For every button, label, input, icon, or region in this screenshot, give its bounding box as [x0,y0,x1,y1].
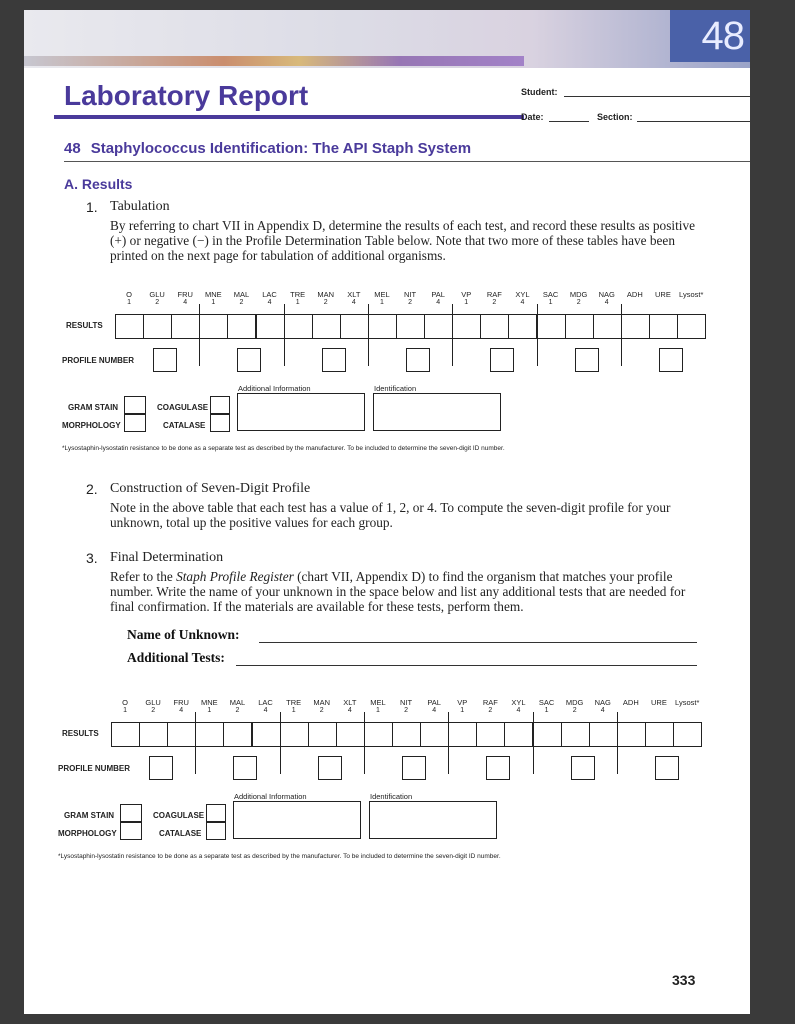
experiment-number: 48 [64,140,81,157]
test-name: GLU [149,290,165,299]
test-value: 4 [179,707,184,714]
result-cell[interactable] [256,314,285,339]
test-name: XLT [347,290,361,299]
test-value: 4 [520,299,525,306]
test-header-19 [651,290,675,299]
test-value: 4 [183,299,188,306]
test-name: TRE [290,290,306,299]
result-cell[interactable] [589,722,618,747]
step1-title: Tabulation [110,199,170,214]
test-name: NIT [404,290,417,299]
group-divider [368,304,369,366]
result-cell[interactable] [312,314,341,339]
result-cell[interactable] [199,314,228,339]
banner-stripe [24,56,524,66]
group-divider [533,712,534,774]
result-cell[interactable] [308,722,337,747]
test-name: FRU [173,698,189,707]
step3-number: 3. [86,550,98,566]
profile-table-1 [24,290,750,450]
test-name: URE [655,290,671,299]
group-divider [452,304,453,366]
result-cell[interactable] [368,314,397,339]
test-header-4 [225,698,249,714]
test-name: MAN [317,290,335,299]
student-label: Student: [521,87,558,97]
result-cell[interactable] [195,722,224,747]
name-of-unknown-label: Name of Unknown: [127,627,240,642]
test-header-10 [398,290,422,306]
profile-digit-box[interactable] [571,756,595,780]
result-cell[interactable] [533,722,562,747]
profile-digit-box[interactable] [402,756,426,780]
test-value: 1 [211,299,216,306]
test-value: 1 [127,299,131,306]
profile-digit-box[interactable] [318,756,342,780]
test-name: XYL [511,698,526,707]
test-name: MEL [374,290,390,299]
test-name: SAC [542,290,559,299]
test-header-14 [510,290,534,306]
test-name: TRE [286,698,302,707]
experiment-heading [64,140,471,157]
result-cell[interactable] [621,314,650,339]
test-header-11 [422,698,446,714]
date-label: Date: [521,112,544,122]
section-label: Section: [597,112,633,122]
profile-digit-box[interactable] [406,348,430,372]
test-name: RAF [482,698,498,707]
gram-stain-label: GRAM STAIN [68,403,119,412]
catalase-label: CATALASE [163,421,206,430]
result-cell[interactable] [593,314,622,339]
result-cell[interactable] [139,722,168,747]
test-value: 1 [123,707,127,714]
test-header-7 [310,698,334,714]
test-value: 4 [436,299,441,306]
result-cell[interactable] [167,722,196,747]
test-name: XLT [343,698,357,707]
test-value: 4 [351,299,356,306]
profile-digit-box[interactable] [486,756,510,780]
test-value: 4 [347,707,352,714]
identification-box[interactable] [369,801,497,839]
test-header-9 [366,698,390,714]
test-value: 1 [544,707,549,714]
test-value: 1 [207,707,212,714]
result-cell[interactable] [336,722,365,747]
step3-body-italic: Staph Profile Register [176,569,294,584]
results-label: RESULTS [66,321,103,330]
test-value: 2 [404,707,408,714]
test-name: URE [651,698,667,707]
catalase-label: CATALASE [159,829,202,838]
result-cell[interactable] [280,722,309,747]
test-value: 4 [263,707,268,714]
test-name: ADH [622,698,639,707]
test-value: 2 [319,707,324,714]
group-divider [537,304,538,366]
test-value: 2 [323,299,328,306]
additional-tests-label: Additional Tests: [127,650,225,665]
test-header-16 [567,290,591,306]
test-name: MAL [233,290,250,299]
group-divider [448,712,449,774]
test-name: RAF [486,290,502,299]
additional-info-label: Additional Information [238,384,311,393]
result-cell[interactable] [504,722,533,747]
catalase-box[interactable] [206,822,226,840]
report-page [24,10,750,1014]
page-title: Laboratory Report [64,80,309,111]
test-value: 1 [291,707,296,714]
test-value: 2 [576,299,581,306]
step2-title: Construction of Seven-Digit Profile [110,481,311,496]
profile-digit-box[interactable] [575,348,599,372]
test-header-2 [169,698,193,714]
test-header-8 [338,698,362,714]
morphology-box[interactable] [120,822,142,840]
date-field[interactable] [549,121,589,122]
results-label: RESULTS [62,729,99,738]
test-value: 1 [375,707,380,714]
title-rule [54,115,524,119]
morphology-box[interactable] [124,414,146,432]
test-value: 1 [295,299,300,306]
gram-stain-label: GRAM STAIN [64,811,115,820]
test-header-20 [675,698,699,707]
profile-digit-box[interactable] [655,756,679,780]
test-name: VP [461,290,472,299]
test-header-3 [201,290,225,306]
test-value: 2 [235,707,240,714]
test-value: 2 [572,707,577,714]
additional-info-box[interactable] [233,801,361,839]
group-divider [621,304,622,366]
test-name: O [122,698,128,707]
test-value: 2 [492,299,497,306]
test-name: FRU [177,290,193,299]
result-cell[interactable] [452,314,481,339]
profile-digit-box[interactable] [322,348,346,372]
chapter-tab [670,10,750,62]
test-name: NIT [400,698,413,707]
test-name: NAG [598,290,615,299]
profile-number-label: PROFILE NUMBER [58,764,130,773]
identification-label: Identification [370,792,413,801]
test-header-13 [482,290,506,306]
profile-digit-box[interactable] [233,756,257,780]
test-value: 1 [379,299,384,306]
test-value: 4 [267,299,272,306]
test-header-10 [394,698,418,714]
result-cell[interactable] [673,722,702,747]
result-cell[interactable] [508,314,537,339]
test-name: LAC [258,698,273,707]
result-cell[interactable] [227,314,256,339]
result-cell[interactable] [420,722,449,747]
result-cell[interactable] [223,722,252,747]
result-cell[interactable] [448,722,477,747]
test-header-17 [591,698,615,714]
result-cell[interactable] [111,722,140,747]
experiment-title: Staphylococcus Identification: The API Staph System [90,140,472,157]
test-header-8 [342,290,366,306]
group-divider [195,712,196,774]
result-cell[interactable] [645,722,674,747]
test-header-18 [623,290,647,299]
profile-digit-box[interactable] [659,348,683,372]
group-divider [284,304,285,366]
coagulase-box[interactable] [206,804,226,822]
test-name: MAL [229,698,246,707]
test-header-5 [258,290,282,306]
morphology-label: MORPHOLOGY [58,829,117,838]
test-name: Lysost* [675,698,700,707]
test-value: 2 [155,299,160,306]
profile-number-label: PROFILE NUMBER [62,356,134,365]
test-header-11 [426,290,450,306]
coagulase-label: COAGULASE [157,403,209,412]
coagulase-label: COAGULASE [153,811,205,820]
test-header-12 [450,698,474,714]
test-header-6 [282,698,306,714]
test-name: NAG [594,698,611,707]
test-value: 2 [151,707,156,714]
test-header-9 [370,290,394,306]
additional-info-box[interactable] [237,393,365,431]
group-divider [199,304,200,366]
test-name: Lysost* [679,290,704,299]
group-divider [364,712,365,774]
profile-table-2 [24,698,746,858]
profile-digit-box[interactable] [153,348,177,372]
test-header-18 [619,698,643,707]
step2-body: Note in the above table that each test has a value of 1, 2, or 4. To compute the seven-digit profile for your unknown, total up the positive values for each group. [110,500,671,530]
step3-body-prefix: Refer to the [110,569,177,584]
section-a-heading: A. Results [64,176,133,192]
test-name: MEL [370,698,386,707]
gram-stain-box[interactable] [120,804,142,822]
result-cell[interactable] [171,314,200,339]
test-name: ADH [626,290,643,299]
test-header-3 [197,698,221,714]
step3-title: Final Determination [110,550,224,565]
result-cell[interactable] [340,314,369,339]
step1-number: 1. [86,199,98,215]
test-name: PAL [431,290,445,299]
test-value: 1 [460,707,465,714]
student-field[interactable] [564,96,750,97]
test-header-12 [454,290,478,306]
footnote: *Lysostaphin-lysostatin resistance to be done as a separate test as described by the manufacturer. To be included to determine the seven-digit ID number. [62,445,505,452]
test-header-5 [254,698,278,714]
identification-box[interactable] [373,393,501,431]
result-cell[interactable] [677,314,706,339]
test-name: XYL [515,290,530,299]
result-cell[interactable] [561,722,590,747]
test-value: 2 [239,299,244,306]
gram-stain-box[interactable] [124,396,146,414]
test-header-1 [145,290,169,306]
test-value: 4 [600,707,605,714]
test-header-2 [173,290,197,306]
test-value: 1 [464,299,469,306]
test-name: GLU [145,698,161,707]
page-number: 333 [672,972,696,988]
step1-body: By referring to chart VII in Appendix D, determine the results of each test, and record these results as positive (+) or negative (−) in the Profile Determination Table below. Note that two more of these tables have been printed on the next page for tabulation of additional organisms. [110,218,696,263]
result-cell[interactable] [617,722,646,747]
step3-body [110,569,705,614]
profile-digit-box[interactable] [237,348,261,372]
additional-info-label: Additional Information [234,792,307,801]
profile-digit-box[interactable] [490,348,514,372]
test-name: SAC [538,698,555,707]
section-field[interactable] [637,121,750,122]
result-cell[interactable] [537,314,566,339]
step2-number: 2. [86,481,98,497]
test-header-14 [506,698,530,714]
test-name: MNE [205,290,222,299]
heading-rule [64,161,750,162]
group-divider [617,712,618,774]
group-divider [280,712,281,774]
result-cell[interactable] [565,314,594,339]
test-name: MDG [569,290,588,299]
result-cell[interactable] [392,722,421,747]
catalase-box[interactable] [210,414,230,432]
test-header-6 [286,290,310,306]
test-name: O [126,290,132,299]
test-name: VP [457,698,468,707]
test-header-19 [647,698,671,707]
result-cell[interactable] [396,314,425,339]
test-value: 2 [408,299,412,306]
result-cell[interactable] [143,314,172,339]
test-value: 4 [516,707,521,714]
test-header-20 [679,290,703,299]
chapter-number: 48 [701,14,744,58]
result-cell[interactable] [424,314,453,339]
test-value: 2 [488,707,493,714]
result-cell[interactable] [364,722,393,747]
test-name: MDG [565,698,584,707]
test-name: MAN [313,698,331,707]
result-cell[interactable] [649,314,678,339]
name-of-unknown-field[interactable] [259,642,697,643]
footnote: *Lysostaphin-lysostatin resistance to be done as a separate test as described by the manufacturer. To be included to determine the seven-digit ID number. [58,853,501,860]
test-header-7 [314,290,338,306]
test-name: MNE [201,698,218,707]
step3-body-suffix: (chart VII, Appendix D) to find the organism that matches your profile number. Write the name of your unknown in the space below and list any additional tests that are needed for final confirmation. If the materials are available for these tests, perform them. [110,569,686,614]
test-value: 4 [604,299,609,306]
test-name: LAC [262,290,277,299]
test-header-0 [117,290,141,306]
identification-label: Identification [374,384,417,393]
morphology-label: MORPHOLOGY [62,421,121,430]
test-value: 4 [432,707,437,714]
test-header-13 [478,698,502,714]
test-value: 1 [548,299,553,306]
result-cell[interactable] [115,314,144,339]
test-header-17 [595,290,619,306]
test-header-1 [141,698,165,714]
test-header-15 [539,290,563,306]
result-cell[interactable] [480,314,509,339]
test-header-16 [563,698,587,714]
test-header-15 [535,698,559,714]
result-cell[interactable] [476,722,505,747]
test-header-4 [229,290,253,306]
profile-digit-box[interactable] [149,756,173,780]
additional-tests-field[interactable] [236,665,697,666]
result-cell[interactable] [252,722,281,747]
coagulase-box[interactable] [210,396,230,414]
test-header-0 [113,698,137,714]
test-name: PAL [427,698,441,707]
result-cell[interactable] [284,314,313,339]
